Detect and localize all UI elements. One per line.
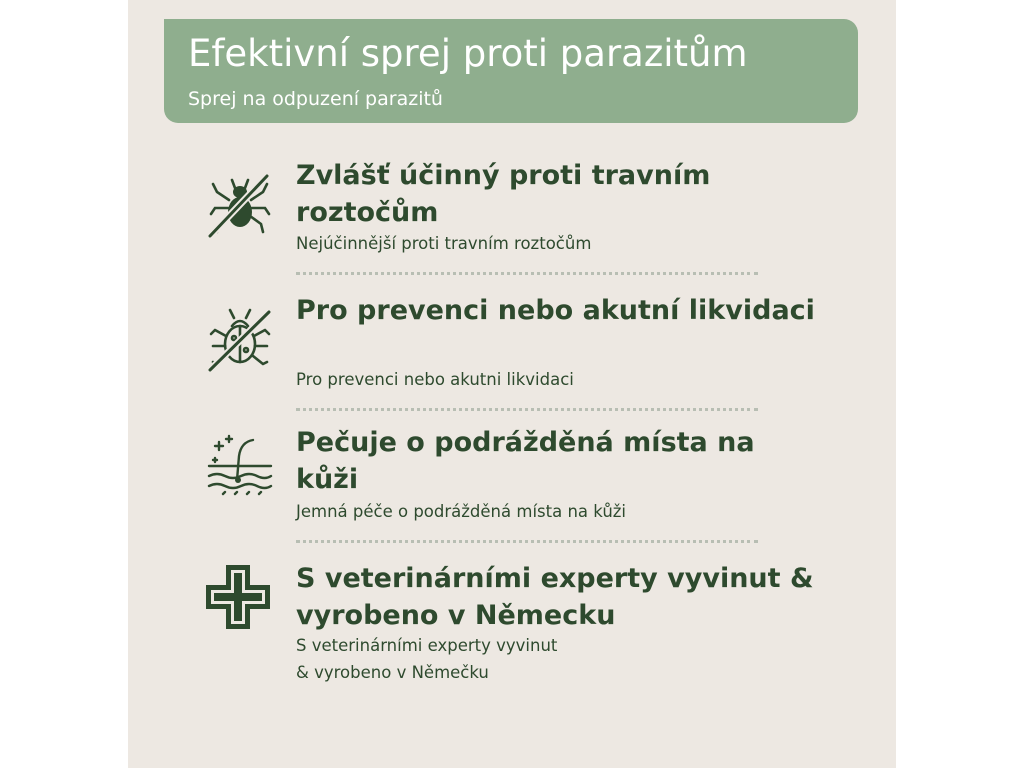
feature-description — [296, 632, 816, 686]
dotted-divider — [296, 408, 758, 411]
banner-title: Efektivní sprej proti parazitům — [188, 32, 748, 75]
feature-description: Pro prevenci nebo akutni likvidaci — [296, 370, 574, 389]
feature-description-line: S veterinárními experty vyvinut — [296, 636, 558, 655]
feature-title: Pečuje o podrážděná místa na kůži — [296, 427, 755, 495]
medical-cross-icon — [203, 562, 273, 632]
bug-crossed-icon — [205, 304, 275, 374]
feature-title: Pro prevenci nebo akutní likvidaci — [296, 295, 815, 326]
feature-description: Jemná péče o podrážděná místa na kůži — [296, 502, 627, 521]
infographic-panel — [128, 0, 896, 768]
feature-description: Nejúčinnější proti travním roztočům — [296, 234, 592, 253]
header-banner — [164, 19, 858, 123]
feature-title: Zvlášť účinný proti travním roztočům — [296, 160, 711, 228]
banner-subtitle: Sprej na odpuzení parazitů — [188, 88, 443, 110]
feature-title: S veterinárními experty vyvinut & vyrobeno v Německu — [296, 563, 814, 631]
feature-description-line: & vyrobeno v Němečku — [296, 663, 489, 682]
dotted-divider — [296, 272, 758, 275]
dotted-divider — [296, 540, 758, 543]
tick-crossed-icon — [205, 170, 275, 240]
skin-hair-icon — [205, 430, 275, 500]
